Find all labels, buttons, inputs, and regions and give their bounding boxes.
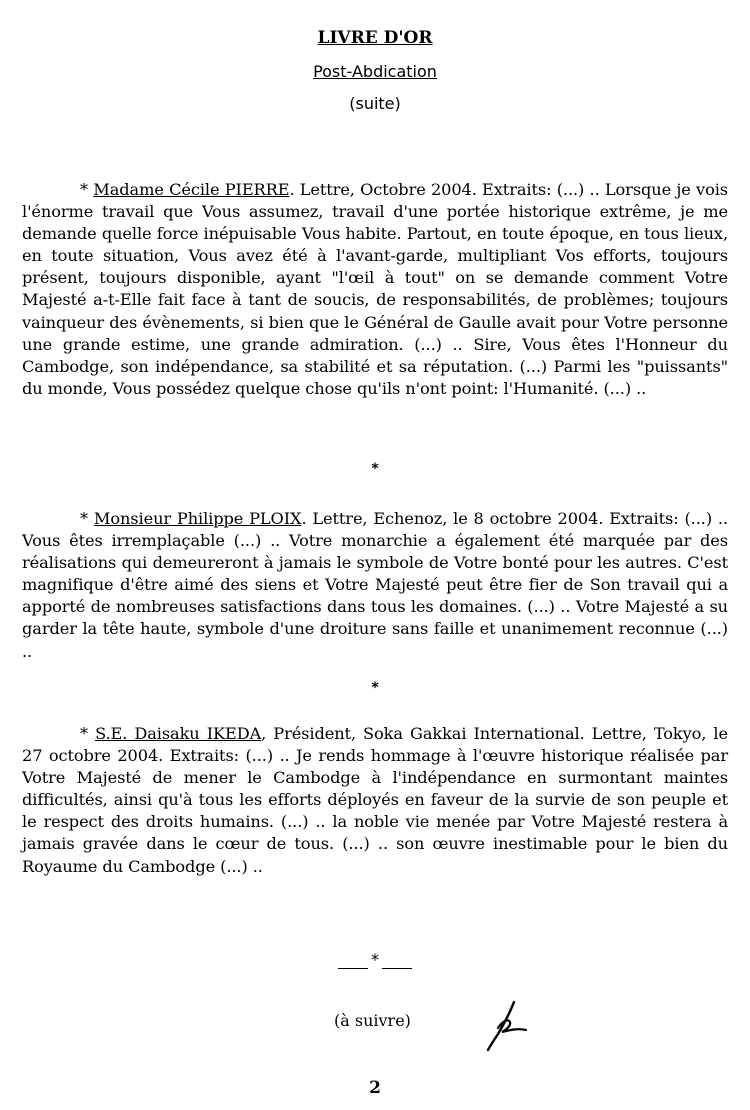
entry-text: , Président, Soka Gakkai International. Lettre, Tokyo, le 27 octobre 2004. Extraits: (...) .. Je rends hommage à l'œuvre historique réalisée par Votre Majesté de mener le Cambodge à l'indépendance en surmontant maintes difficultés, ainsi qu'à tous les efforts déployés en faveur de la survie de son peuple et le respect des droits humains. (...) .. la noble vie menée par Votre Majesté restera à jamais gravée dans le cœur de tous. (...) .. son œuvre inestimable pour le bien du Royaume du Cambodge (...) .. — [22, 724, 728, 876]
entry-author: S.E. Daisaku IKEDA — [95, 724, 262, 743]
page-subtitle: Post-Abdication — [313, 62, 437, 81]
signature-mark — [484, 998, 528, 1052]
page-number: 2 — [369, 1078, 381, 1098]
entry-bullet: * — [80, 509, 94, 528]
guestbook-entry — [22, 179, 728, 400]
page-title: LIVRE D'OR — [317, 28, 433, 48]
entry-author: Madame Cécile PIERRE — [93, 180, 290, 199]
section-separator: * — [371, 461, 379, 477]
end-asterisk: * — [371, 950, 379, 969]
continued-label: (suite) — [349, 94, 401, 113]
end-rule-left — [338, 968, 368, 969]
end-mark — [0, 950, 750, 969]
entry-text: . Lettre, Echenoz, le 8 octobre 2004. Extraits: (...) .. Vous êtes irremplaçable (...) .. Votre monarchie a également été marquée par des réalisations qui demeureront à jamais le symbole de Votre bonté pour les autres. C'est magnifique d'être aimé des siens et Votre Majesté peut être fier de Son travail qui a apporté de nombreuses satisfactions dans tous les domaines. (...) .. Votre Majesté a su garder la tête haute, symbole d'une droiture sans faille et unanimement reconnue (...) .. — [22, 509, 728, 661]
entry-text: . Lettre, Octobre 2004. Extraits: (...) .. Lorsque je vois l'énorme travail que Vous assumez, travail d'une portée historique extrême, je me demande quelle force inépuisable Vous habite. Partout, en toute époque, en tous lieux, en toute situation, Vous avez été à l'avant-garde, multipliant Vos efforts, toujours présent, toujours disponible, ayant "l'œil à tout" on se demande comment Votre Majesté a-t-Elle fait face à tant de soucis, de responsabilités, de problèmes; toujours vainqueur des évènements, si bien que le Général de Gaulle avait pour Votre personne une grande estime, une grande admiration. (...) .. Sire, Vous êtes l'Honneur du Cambodge, son indépendance, sa stabilité et sa réputation. (...) Parmi les "puissants" du monde, Vous possédez quelque chose qu'ils n'ont point: l'Humanité. (...) .. — [22, 180, 728, 398]
continuation-label: (à suivre) — [334, 1011, 411, 1030]
guestbook-entry — [22, 723, 728, 878]
entry-bullet: * — [80, 724, 96, 743]
section-separator: * — [371, 680, 379, 696]
guestbook-entry — [22, 508, 728, 663]
entry-author: Monsieur Philippe PLOIX — [93, 509, 302, 528]
end-rule-right — [382, 968, 412, 969]
entry-bullet: * — [80, 180, 94, 199]
